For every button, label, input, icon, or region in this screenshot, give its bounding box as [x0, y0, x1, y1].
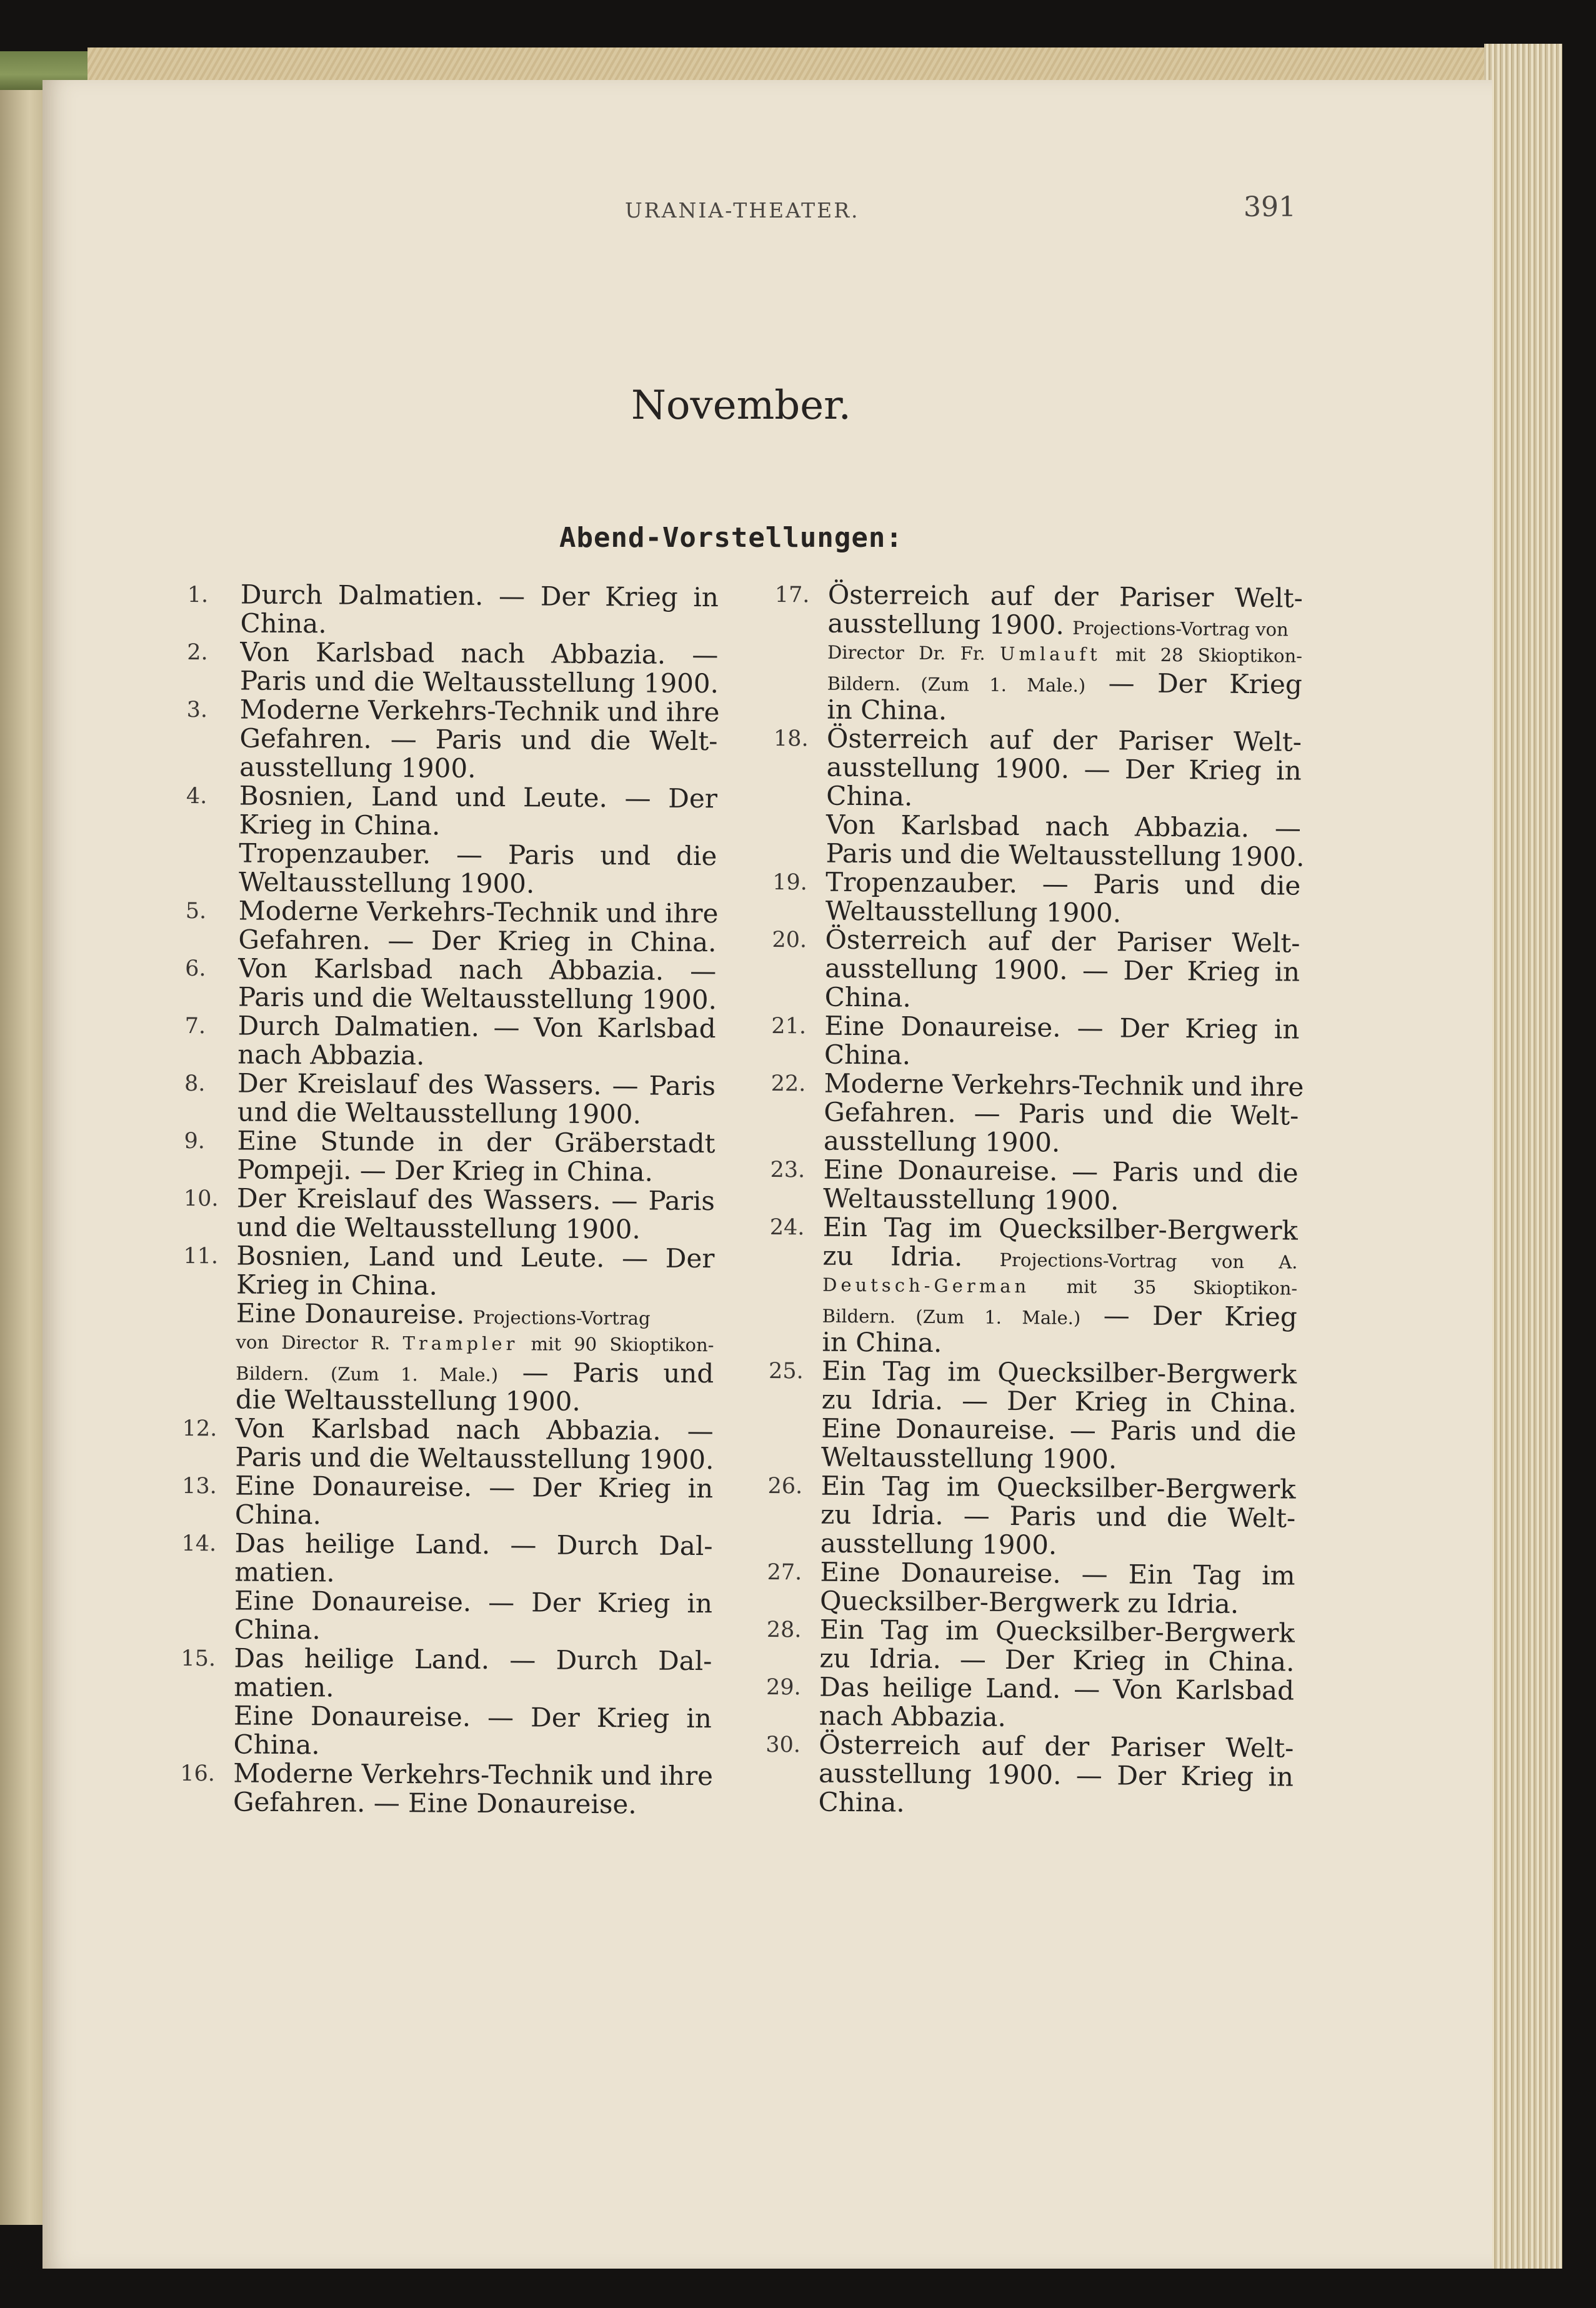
page-stack-edge — [1484, 44, 1562, 2269]
program-entry — [184, 1184, 716, 1244]
entry-line: Paris und die Weltausstellung 1900. — [825, 837, 1305, 872]
entry-line: Weltausstellung 1900. — [820, 1441, 1117, 1475]
entry-line: und die Weltausstellung 1900. — [236, 1211, 641, 1245]
entry-line: Gefahren. — Paris und die Welt- — [824, 1096, 1299, 1131]
book-top-edge — [87, 47, 1544, 85]
lecturer-name: Deutsch-German — [822, 1274, 1030, 1297]
entry-line: Der Kreislauf des Wassers. — Paris — [236, 1182, 716, 1217]
lecture-note: mit 35 Skioptikon- — [1066, 1276, 1298, 1299]
lecture-note: Bildern. (Zum 1. Male.) — [827, 672, 1086, 696]
program-entry — [766, 1672, 1295, 1734]
entry-number: 24. — [769, 1214, 805, 1241]
entry-line: Gefahren. — Eine Donaureise. — [232, 1786, 637, 1820]
entry-line: Das heilige Land. — Von Karlsbad — [819, 1671, 1295, 1706]
entry-number: 12. — [182, 1416, 217, 1442]
entry-number: 26. — [767, 1473, 803, 1499]
program-entry — [180, 1644, 712, 1762]
program-entry — [182, 1471, 714, 1532]
entry-number: 17. — [774, 582, 810, 608]
entry-line: ausstellung 1900. — Der Krieg in — [826, 751, 1302, 786]
left-column — [180, 580, 719, 1819]
entry-line — [236, 1299, 714, 1331]
entry-line — [236, 1327, 714, 1359]
program-entry — [182, 1241, 715, 1417]
entry-line: Weltausstellung 1900. — [238, 866, 535, 899]
program-entry — [771, 1067, 1304, 1159]
entry-number: 4. — [186, 783, 207, 809]
entry-line: China. — [233, 1729, 320, 1761]
program-entry — [766, 1615, 1295, 1677]
entry-number: 14. — [181, 1531, 217, 1557]
entry-line: Tropenzauber. — Paris und die — [239, 837, 717, 872]
entry-number: 7. — [184, 1013, 206, 1039]
entry-line: Moderne Verkehrs-Technik und ihre — [238, 895, 719, 929]
entry-line: Durch Dalmatien. — Der Krieg in — [240, 579, 719, 613]
lecture-note: Bildern. (Zum 1. Male.) — [236, 1362, 499, 1386]
entry-line — [822, 1271, 1297, 1303]
entry-line: Tropenzauber. — Paris und die — [825, 866, 1301, 901]
entry-line: ausstellung 1900. — [820, 1527, 1057, 1561]
program-entry — [765, 1730, 1294, 1821]
program-entry — [181, 1529, 713, 1647]
entry-number: 28. — [766, 1617, 802, 1643]
section-heading: Abend-Vorstellungen: — [559, 522, 903, 554]
entry-line: Ein Tag im Quecksilber-Bergwerk — [821, 1355, 1297, 1390]
page-number: 391 — [1244, 191, 1296, 223]
program-entry — [774, 580, 1303, 728]
program-entry — [769, 1212, 1298, 1361]
entry-line: Von Karlsbad nach Abbazia. — — [240, 636, 719, 671]
program-entry — [185, 896, 717, 957]
program-entry — [182, 1414, 714, 1474]
entry-line: und die Weltausstellung 1900. — [237, 1096, 642, 1130]
entry-line: matien. — [234, 1556, 335, 1588]
entry-number: 16. — [180, 1761, 216, 1787]
entry-line: ausstellung 1900. — [239, 751, 476, 784]
entry-line: China. — [824, 1039, 911, 1071]
entry-number: 11. — [183, 1243, 219, 1269]
previous-page-edge — [0, 87, 42, 2225]
entry-line: nach Abbazia. — [819, 1700, 1007, 1732]
entry-line: Eine Stunde in der Gräberstadt — [237, 1125, 716, 1159]
entry-line: Weltausstellung 1900. — [823, 1182, 1119, 1216]
entry-text: — Der Krieg — [1103, 1300, 1297, 1332]
program-entry — [187, 580, 719, 641]
entry-line: Eine Donaureise. — Der Krieg in — [235, 1470, 714, 1504]
entry-number: 21. — [771, 1013, 807, 1039]
entry-line: Paris und die Weltausstellung 1900. — [235, 1441, 714, 1476]
entry-line: zu Idria. — Paris und die Welt- — [820, 1499, 1296, 1534]
entry-line: Weltausstellung 1900. — [825, 895, 1122, 929]
entry-text: zu Idria. — [822, 1240, 963, 1272]
right-column — [765, 580, 1303, 1821]
entry-line: Das heilige Land. — Durch Dal- — [234, 1642, 712, 1677]
entry-line: Ein Tag im Quecksilber-Bergwerk — [820, 1470, 1296, 1505]
entry-number: 29. — [766, 1674, 801, 1701]
program-entry — [187, 637, 719, 698]
entry-line: Pompeji. — Der Krieg in China. — [237, 1154, 654, 1187]
entry-line: China. — [240, 607, 327, 639]
entry-line: Gefahren. — Paris und die Welt- — [239, 722, 718, 757]
entry-line: Ein Tag im Quecksilber-Bergwerk — [819, 1614, 1295, 1649]
program-entry — [772, 867, 1301, 929]
entry-line: Österreich auf der Pariser Welt- — [827, 579, 1303, 614]
entry-number: 15. — [181, 1646, 216, 1672]
program-entry — [771, 1011, 1300, 1073]
entry-number: 22. — [771, 1071, 806, 1097]
entry-line: Moderne Verkehrs-Technik und ihre — [233, 1757, 714, 1792]
entry-line: Von Karlsbad nach Abbazia. — — [238, 952, 717, 987]
entry-line: Eine Donaureise. — Der Krieg in — [233, 1700, 712, 1734]
entry-line: Moderne Verkehrs-Technik und ihre — [824, 1067, 1304, 1102]
entry-line: China. — [234, 1499, 322, 1531]
program-entry — [770, 1155, 1299, 1217]
entry-line: nach Abbazia. — [237, 1039, 425, 1071]
entry-line: Bosnien, Land und Leute. — Der — [236, 1240, 715, 1274]
entry-number: 3. — [186, 697, 208, 723]
lecture-note: Bildern. (Zum 1. Male.) — [822, 1305, 1081, 1329]
entry-line: Moderne Verkehrs-Technik und ihre — [239, 694, 720, 728]
entry-line: matien. — [234, 1671, 334, 1703]
entry-line: Durch Dalmatien. — Von Karlsbad — [237, 1010, 716, 1044]
entry-number: 20. — [772, 927, 807, 953]
entry-line: die Weltausstellung 1900. — [235, 1384, 581, 1417]
entry-line: Bosnien, Land und Leute. — Der — [239, 780, 718, 814]
entry-line — [236, 1356, 714, 1388]
month-heading: November. — [631, 382, 851, 429]
lecturer-name: Trampler — [402, 1332, 519, 1355]
entry-line: China. — [234, 1614, 321, 1646]
entry-text: — Paris und — [522, 1357, 714, 1389]
entry-text: Eine Donaureise. — [236, 1297, 465, 1330]
entry-line: Gefahren. — Der Krieg in China. — [238, 924, 717, 958]
entry-line — [827, 638, 1302, 671]
entry-number: 18. — [773, 726, 809, 752]
entry-line: ausstellung 1900. — Der Krieg in — [818, 1757, 1294, 1792]
entry-line: Eine Donaureise. — Der Krieg in — [234, 1585, 713, 1619]
entry-line: Österreich auf der Pariser Welt- — [826, 722, 1302, 757]
entry-line: Quecksilber-Bergwerk zu Idria. — [819, 1585, 1239, 1619]
lecture-note: von Director R. — [236, 1331, 391, 1354]
entry-line — [827, 609, 1302, 642]
program-entry — [184, 1069, 716, 1129]
entry-line: Der Kreislauf des Wassers. — Paris — [237, 1067, 716, 1102]
entry-line: Paris und die Weltausstellung 1900. — [239, 665, 719, 699]
program-entry — [186, 695, 718, 784]
lecture-note: mit 28 Skioptikon- — [1115, 644, 1303, 667]
program-entry — [180, 1759, 712, 1819]
entry-number: 19. — [772, 869, 808, 896]
program-entry — [772, 722, 1305, 872]
entry-number: 2. — [187, 639, 208, 666]
entry-number: 23. — [770, 1157, 805, 1183]
lecturer-name: Umlauft — [999, 642, 1101, 666]
entry-line: Krieg in China. — [239, 809, 441, 841]
entry-number: 8. — [184, 1071, 206, 1097]
lecture-note: Projections-Vortrag — [472, 1306, 651, 1329]
program-entry — [186, 781, 717, 899]
entry-line: Eine Donaureise. — Paris und die — [823, 1154, 1299, 1189]
entry-line: China. — [818, 1786, 905, 1818]
entry-number: 25. — [768, 1358, 804, 1384]
lecture-note: mit 90 Skioptikon- — [531, 1333, 714, 1356]
entry-number: 30. — [766, 1732, 801, 1758]
entry-line: Eine Donaureise. — Paris und die — [821, 1412, 1297, 1447]
program-entry — [768, 1356, 1297, 1476]
entry-line: ausstellung 1900. — [823, 1125, 1060, 1158]
program-entry — [772, 925, 1300, 1016]
entry-line: Paris und die Weltausstellung 1900. — [237, 981, 717, 1016]
entry-text: — Der Krieg — [1108, 667, 1302, 700]
entry-line: China. — [826, 780, 913, 812]
entry-line: Eine Donaureise. — Ein Tag im — [820, 1556, 1295, 1591]
entry-line: Ein Tag im Quecksilber-Bergwerk — [822, 1211, 1299, 1246]
entry-line: Von Karlsbad nach Abbazia. — — [235, 1412, 714, 1447]
lecture-note: Director Dr. Fr. — [827, 641, 985, 664]
entry-line: Österreich auf der Pariser Welt- — [825, 924, 1300, 959]
entry-line: ausstellung 1900. — Der Krieg in — [824, 952, 1300, 987]
lecture-note: Projections-Vortrag von — [1072, 617, 1289, 641]
entry-line: Das heilige Land. — Durch Dal- — [234, 1527, 713, 1562]
entry-line: in China. — [822, 1326, 942, 1359]
entry-line: Von Karlsbad nach Abbazia. — — [825, 809, 1302, 844]
entry-number: 27. — [767, 1559, 802, 1586]
program-entry — [184, 1011, 716, 1072]
program-entry — [767, 1471, 1296, 1562]
entry-number: 10. — [183, 1186, 219, 1212]
entry-line: Eine Donaureise. — Der Krieg in — [824, 1010, 1300, 1045]
entry-number: 1. — [187, 582, 209, 608]
entry-number: 9. — [184, 1128, 206, 1154]
entry-line — [822, 1242, 1297, 1274]
program-entry — [185, 954, 717, 1014]
entry-line: China. — [824, 981, 912, 1013]
entry-number: 13. — [182, 1473, 217, 1499]
lecture-note: Projections-Vortrag von A. — [999, 1249, 1298, 1273]
entry-line: in China. — [827, 694, 947, 726]
entry-text: ausstellung 1900. — [827, 607, 1065, 641]
entry-number: 6. — [185, 956, 206, 982]
entry-number: 5. — [185, 898, 207, 924]
entry-line: zu Idria. — Der Krieg in China. — [821, 1384, 1297, 1419]
program-entry — [184, 1126, 716, 1187]
entry-line: Krieg in China. — [236, 1269, 438, 1301]
entry-line: Österreich auf der Pariser Welt- — [819, 1729, 1294, 1764]
entry-line: zu Idria. — Der Krieg in China. — [819, 1642, 1295, 1677]
program-entry — [767, 1557, 1295, 1619]
running-header: URANIA-THEATER. — [625, 198, 860, 222]
